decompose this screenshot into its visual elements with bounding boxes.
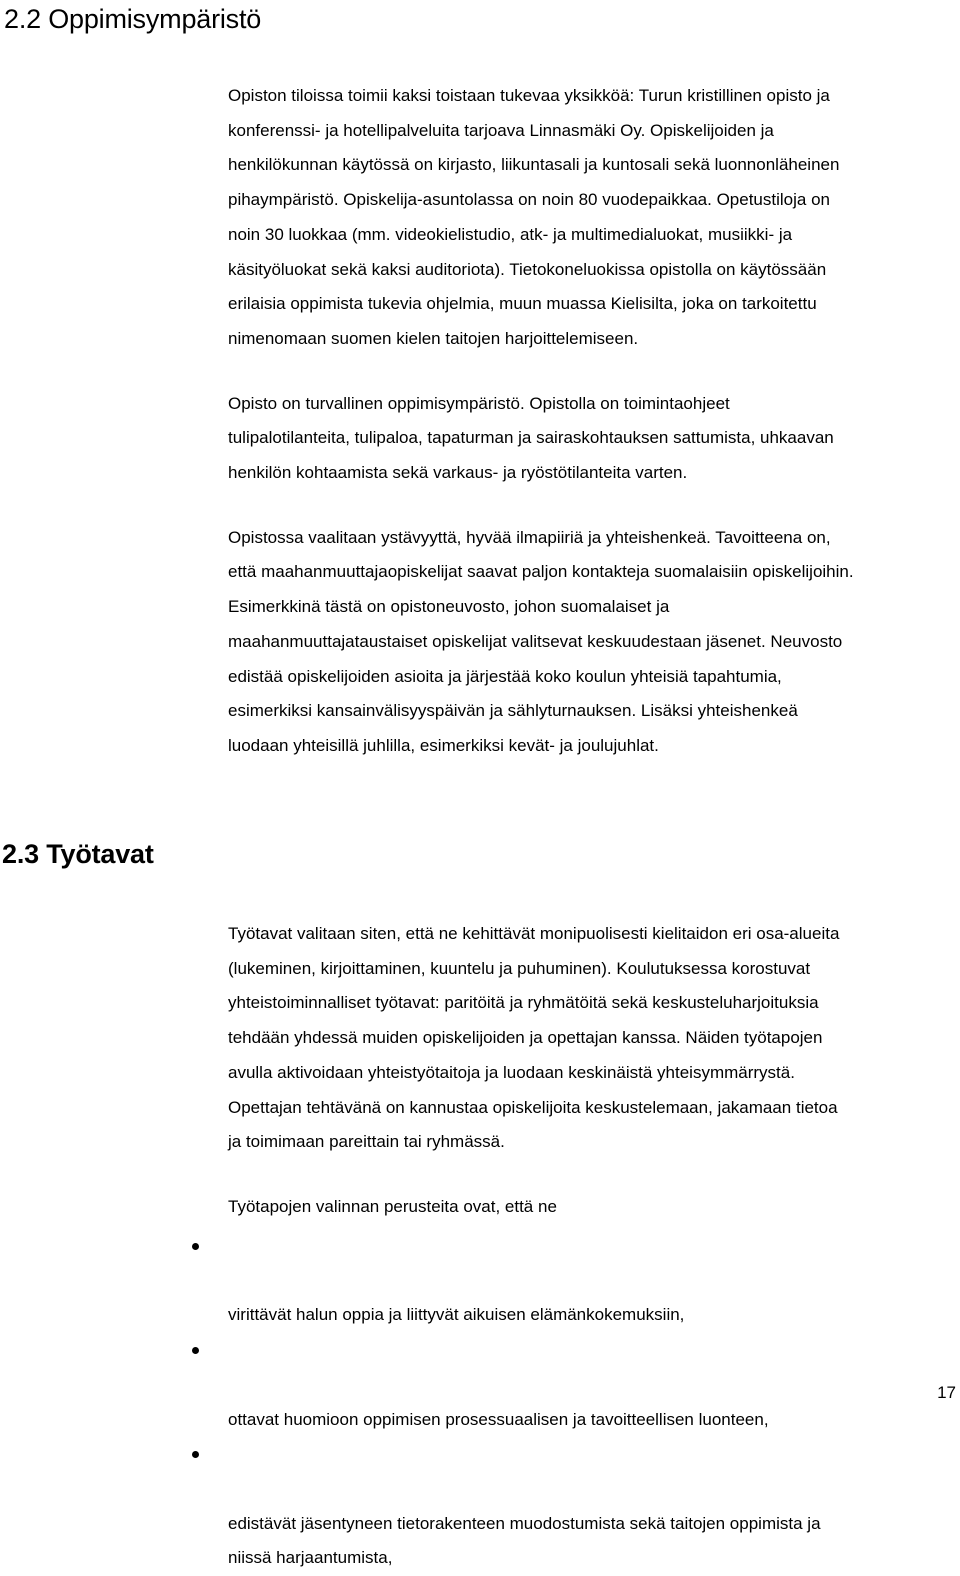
bullet-icon [192, 1451, 199, 1458]
paragraph-safety: Opisto on turvallinen oppimisympäristö. Opistolla on toimintaohjeet tulipalotilanteita, tulipaloa, tapaturman ja sairaskohtauksen sattumista, uhkaavan henkilön kohtaamista sekä varkaus- ja ryöstötilanteita varten. [228, 393, 834, 483]
paragraph-community: Opistossa vaalitaan ystävyyttä, hyvää ilmapiiriä ja yhteishenkeä. Tavoitteena on, että maahanmuuttajaopiskelijat saavat paljon kontakteja suomalaisiin opiskelijoihin. Esimerkkinä tästä on opistoneuvosto, johon suomalaiset ja maahanmuuttajataustaiset opiskelijat valitsevat keskuudestaan jäsenet. Neuvosto edistää opiskelijoiden asioita ja järjestää koko koulun yhteisiä tapahtumia, esimerkiksi kansainvälisyyspäivän ja sählyturnauksen. Lisäksi yhteishenkeä luodaan yhteisillä juhlilla, esimerkiksi kevät- ja joulujuhlat. [228, 527, 854, 755]
list-item [228, 1333, 943, 1437]
section-heading-tyotavat: 2.3 Työtavat [2, 839, 154, 869]
list-item [228, 1229, 943, 1333]
page-number: 17 [937, 1383, 956, 1402]
section-body-oppimisymparisto [228, 79, 943, 764]
list-item-text: ottavat huomioon oppimisen prosessuaalisen ja tavoitteellisen luonteen, [228, 1409, 769, 1429]
list-item-text: virittävät halun oppia ja liittyvät aikuisen elämänkokemuksiin, [228, 1305, 685, 1325]
list-item-text: edistävät jäsentyneen tietorakenteen muodostumista sekä taitojen oppimista ja niissä harjaantumista, [228, 1513, 821, 1568]
paragraph-criteria-intro: Työtapojen valinnan perusteita ovat, että ne [228, 1196, 557, 1216]
bullet-icon [192, 1243, 199, 1250]
section-body-tyotavat [228, 917, 943, 1225]
list-item [228, 1437, 943, 1576]
paragraph-facilities: Opiston tiloissa toimii kaksi toistaan tukevaa yksikköä: Turun kristillinen opisto ja konferenssi- ja hotellipalveluita tarjoava Linnasmäki Oy. Opiskelijoiden ja henkilökunnan käytössä on kirjasto, liikuntasali ja kuntosali sekä luonnonläheinen pihaympäristö. Opiskelija-asuntolassa on noin 80 vuodepaikkaa. Opetustiloja on noin 30 luokkaa (mm. videokielistudio, atk- ja multimedialuokat, musiikki- ja käsityöluokat sekä kaksi auditoriota). Tietokoneluokissa opistolla on käytössään erilaisia oppimista tukevia ohjelmia, muun muassa Kielisilta, joka on tarkoitettu nimenomaan suomen kielen taitojen harjoittelemiseen. [228, 86, 840, 348]
bullet-icon [192, 1347, 199, 1354]
paragraph-working-methods: Työtavat valitaan siten, että ne kehittävät monipuolisesti kielitaidon eri osa-alueita (lukeminen, kirjoittaminen, kuuntelu ja puhuminen). Koulutuksessa korostuvat yhteistoiminnalliset työtavat: paritöitä ja ryhmätöitä sekä keskusteluharjoituksia tehdään yhdessä muiden opiskelijoiden ja opettajan kanssa. Näiden työtapojen avulla aktivoidaan yhteistyötaitoja ja luodaan keskinäistä yhteisymmärrystä. Opettajan tehtävänä on kannustaa opiskelijoita keskustelemaan, jakamaan tietoa ja toimimaan pareittain tai ryhmässä. [228, 924, 840, 1152]
criteria-bullet-list [228, 1229, 943, 1576]
section-heading-oppimisymparisto: 2.2 Oppimisympäristö [4, 4, 262, 34]
